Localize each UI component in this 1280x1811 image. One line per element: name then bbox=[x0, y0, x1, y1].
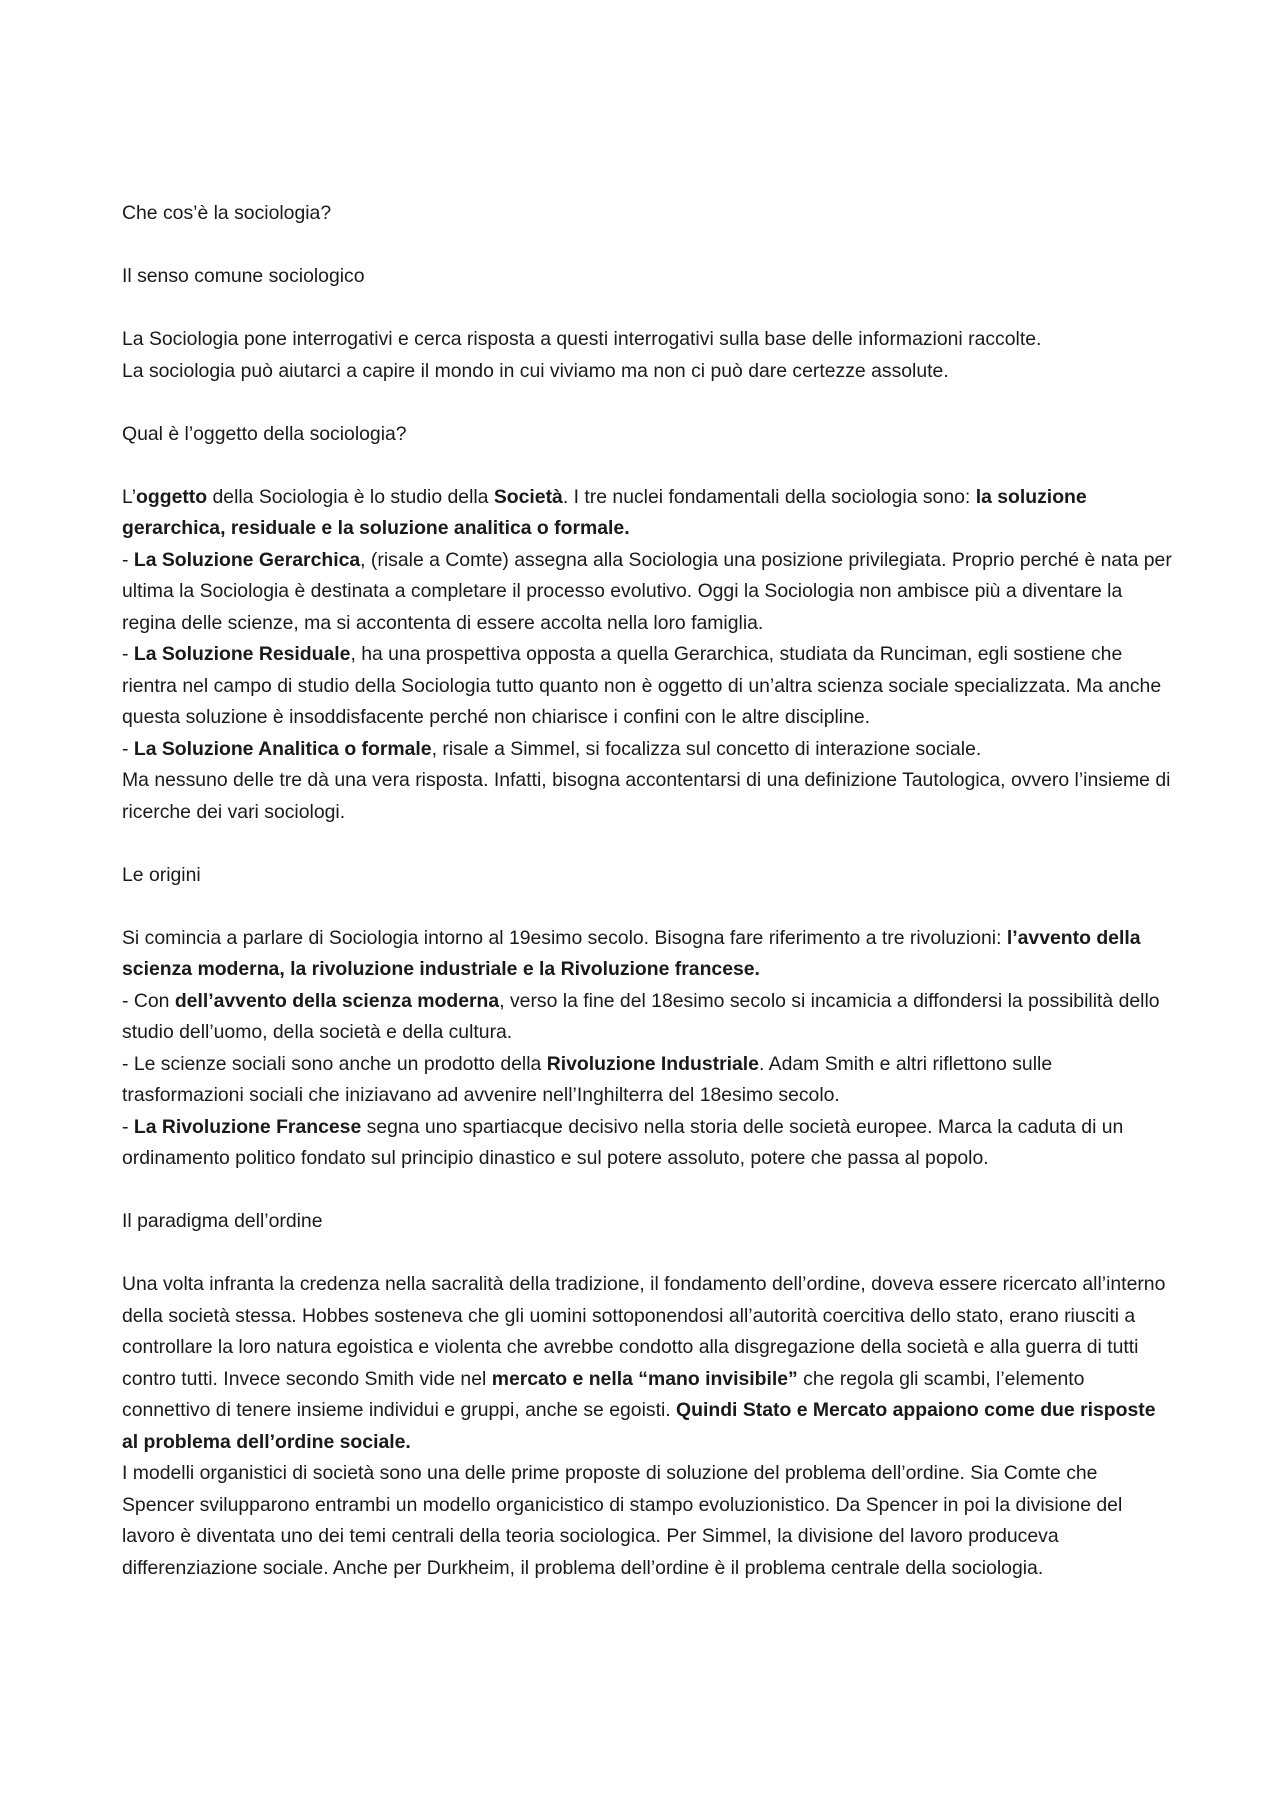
text-run: La sociologia può aiutarci a capire il mondo in cui viviamo ma non ci può dare certezze assolute. bbox=[122, 359, 949, 382]
text-run: , verso la fine del 18esimo secolo si incamicia a diffondersi la possibilità dello studio dell’uomo, della società e della cultura. bbox=[122, 989, 1160, 1043]
bold-run: dell’avvento della scienza moderna bbox=[174, 989, 500, 1012]
text-run: L’ bbox=[122, 485, 137, 508]
text-run: - Con bbox=[122, 989, 175, 1012]
list-item bbox=[122, 1049, 1172, 1112]
bold-run: La Rivoluzione Francese bbox=[133, 1115, 362, 1138]
text-run: - Le scienze sociali sono anche un prodotto della bbox=[122, 1052, 547, 1075]
bold-run: oggetto bbox=[136, 485, 208, 508]
document-page bbox=[122, 198, 1172, 1584]
text-run: La Sociologia pone interrogativi e cerca risposta a questi interrogativi sulla base delle informazioni raccolte. bbox=[122, 328, 1042, 350]
section-heading-origini: Le origini bbox=[122, 863, 201, 886]
section-heading-paradigma: Il paradigma dell’ordine bbox=[122, 1210, 323, 1232]
text-run: della Sociologia è lo studio della bbox=[207, 485, 494, 508]
bold-run: Quindi Stato e Mercato appaiono come due risposte al problema dell’ordine sociale. bbox=[122, 1399, 1156, 1453]
list-item bbox=[122, 986, 1172, 1049]
paragraph: Ma nessuno delle tre dà una vera risposta. Infatti, bisogna accontentarsi di una definizione Tautologica, ovvero l’insieme di ricerche dei vari sociologi. bbox=[122, 769, 1171, 823]
document-title: Che cos’è la sociologia? bbox=[122, 202, 332, 224]
list-item bbox=[122, 639, 1172, 734]
text-run: segna uno spartiacque decisivo nella storia delle società europee. Marca la caduta di un ordinamento politico fondato sul principio dinastico e sul potere assoluto, potere che passa al popolo. bbox=[122, 1115, 1124, 1169]
paragraph bbox=[122, 923, 1172, 986]
paragraph bbox=[122, 482, 1172, 545]
text-run: - bbox=[122, 643, 134, 665]
text-run: - bbox=[122, 737, 134, 760]
list-item bbox=[122, 734, 1172, 766]
text-run: - bbox=[122, 548, 134, 571]
bold-run: mercato e nella “mano invisibile” bbox=[491, 1367, 798, 1390]
text-run: che regola gli scambi, l’elemento connettivo di tenere insieme individui e gruppi, anche se egoisti. bbox=[122, 1367, 1085, 1421]
text-run: , risale a Simmel, si focalizza sul concetto di interazione sociale. bbox=[431, 737, 982, 760]
paragraph bbox=[122, 1269, 1172, 1458]
paragraph bbox=[122, 324, 1172, 356]
text-run: - bbox=[122, 1115, 134, 1138]
text-run: Una volta infranta la credenza nella sacralità della tradizione, il fondamento dell’ordine, doveva essere ricercato all’interno della società stessa. Hobbes sosteneva che gli uomini sottoponendosi all’autorità coercitiva dello stato, erano riusciti a controllare la loro natura egoistica e violenta che avrebbe condotto alla disgregazione della società e alla guerra di tutti contro tutti. Invece secondo Smith vide nel bbox=[122, 1273, 1166, 1390]
paragraph: I modelli organistici di società sono una delle prime proposte di soluzione del problema dell’ordine. Sia Comte che Spencer svilupparono entrambi un modello organicistico di stampo evoluzionistico. Da Spencer in poi la divisione del lavoro è diventata uno dei temi centrali della teoria sociologica. Per Simmel, la divisione del lavoro produceva differenziazione sociale. Anche per Durkheim, il problema dell’ordine è il problema centrale della sociologia. bbox=[122, 1462, 1123, 1579]
section-heading-senso-comune: Il senso comune sociologico bbox=[122, 265, 365, 287]
text-run: , (risale a Comte) assegna alla Sociologia una posizione privilegiata. Proprio perché è nata per ultima la Sociologia è destinata a completare il processo evolutivo. Oggi la Sociologia non ambisce più a diventare la regina delle scienze, ma si accontenta di essere accolta nella loro famiglia. bbox=[122, 548, 1172, 634]
paragraph bbox=[122, 356, 1172, 388]
bold-run: La Soluzione Gerarchica bbox=[133, 548, 361, 571]
section-heading-oggetto: Qual è l’oggetto della sociologia? bbox=[122, 422, 407, 445]
bold-run: La Soluzione Analitica o formale bbox=[133, 737, 432, 760]
bold-run: l’avvento della scienza moderna, la rivoluzione industriale e la Rivoluzione francese. bbox=[122, 926, 1141, 980]
list-item bbox=[122, 545, 1172, 640]
bold-run: Società bbox=[493, 485, 563, 508]
bold-run: la soluzione gerarchica, residuale e la soluzione analitica o formale. bbox=[122, 485, 1087, 539]
bold-run: Rivoluzione Industriale bbox=[546, 1052, 759, 1075]
text-run: . I tre nuclei fondamentali della sociologia sono: bbox=[562, 485, 976, 508]
list-item bbox=[122, 1112, 1172, 1175]
text-run: , ha una prospettiva opposta a quella Gerarchica, studiata da Runciman, egli sostiene che rientra nel campo di studio della Sociologia tutto quanto non è oggetto di un’altra scienza sociale specializzata. Ma anche questa soluzione è insoddisfacente perché non chiarisce i confini con le altre discipline. bbox=[122, 643, 1162, 728]
text-run: . Adam Smith e altri riflettono sulle trasformazioni sociali che iniziavano ad avvenire nell’Inghilterra del 18esimo secolo. bbox=[122, 1052, 1053, 1106]
bold-run: La Soluzione Residuale bbox=[133, 643, 351, 665]
text-run: Si comincia a parlare di Sociologia intorno al 19esimo secolo. Bisogna fare riferimento a tre rivoluzioni: bbox=[122, 926, 1007, 949]
